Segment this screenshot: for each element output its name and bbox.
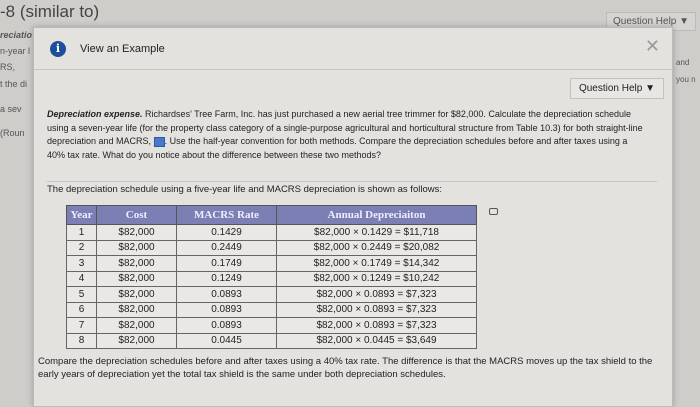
table-cell: $82,000 × 0.1249 = $10,242 <box>277 271 477 287</box>
question-text <box>47 108 647 162</box>
table-cell: $82,000 × 0.0893 = $7,323 <box>277 302 477 318</box>
background-title: -8 (similar to) <box>0 2 100 21</box>
table-grid-icon[interactable] <box>154 137 165 147</box>
table-cell: 0.1749 <box>177 256 277 272</box>
header-cost: Cost <box>97 206 177 225</box>
conclusion-text: Compare the depreciation schedules before and after taxes using a 40% tax rate. The difference is that the MACRS moves up the tax shield to the early years of depreciation yet the total tax shield is the same under both depreciation schedules. <box>38 356 653 380</box>
question-body: Richardses' Tree Farm, Inc. has just purchased a new aerial tree trimmer for $82,000. Calculate the depreciation schedule using a seven-year life (for the property class category of a single-purpose agricultural and horticultural structure from Table 10.3) for both straight-line depreciation and MACRS, <box>47 109 643 146</box>
header-rate: MACRS Rate <box>177 206 277 225</box>
example-modal <box>33 27 673 407</box>
bg-fragment: you n <box>676 75 696 84</box>
copy-icon[interactable] <box>489 208 498 215</box>
table-cell: 7 <box>67 318 97 334</box>
table-cell: $82,000 <box>97 271 177 287</box>
table-cell: 0.1429 <box>177 225 277 241</box>
table-cell: $82,000 × 0.1429 = $11,718 <box>277 225 477 241</box>
table-row <box>67 287 477 303</box>
table-cell: 4 <box>67 271 97 287</box>
table-cell: $82,000 <box>97 240 177 256</box>
table-row <box>67 240 477 256</box>
table-cell: $82,000 × 0.0445 = $3,649 <box>277 333 477 349</box>
table-cell: $82,000 <box>97 333 177 349</box>
table-cell: 6 <box>67 302 97 318</box>
table-row <box>67 302 477 318</box>
background-question-help-button[interactable]: Question Help ▼ <box>606 12 696 31</box>
bg-fragment: (Roun <box>0 128 25 138</box>
bg-fragment: a sev <box>0 104 22 114</box>
close-icon[interactable]: ✕ <box>644 36 660 56</box>
table-cell: 0.2449 <box>177 240 277 256</box>
table-row <box>67 333 477 349</box>
table-cell: 2 <box>67 240 97 256</box>
question-help-button[interactable]: Question Help ▼ <box>570 78 664 99</box>
bg-fragment: and <box>676 58 690 67</box>
table-cell: $82,000 × 0.1749 = $14,342 <box>277 256 477 272</box>
table-row <box>67 271 477 287</box>
modal-title: View an Example <box>80 42 165 55</box>
table-row <box>67 225 477 241</box>
modal-header <box>34 28 672 70</box>
table-cell: 0.0893 <box>177 318 277 334</box>
table-cell: 0.1249 <box>177 271 277 287</box>
table-cell: 8 <box>67 333 97 349</box>
bg-fragment: n-year l <box>0 46 31 56</box>
table-cell: 5 <box>67 287 97 303</box>
table-row <box>67 318 477 334</box>
table-cell: $82,000 × 0.2449 = $20,082 <box>277 240 477 256</box>
bg-fragment: t the di <box>0 79 28 89</box>
macrs-table <box>66 205 477 349</box>
table-cell: 0.0893 <box>177 302 277 318</box>
table-cell: $82,000 × 0.0893 = $7,323 <box>277 287 477 303</box>
table-cell: $82,000 <box>97 302 177 318</box>
schedule-intro: The depreciation schedule using a five-year life and MACRS depreciation is shown as follows: <box>47 181 657 195</box>
header-depreciation: Annual Depreciaiton <box>277 206 477 225</box>
header-year: Year <box>67 206 97 225</box>
info-icon: i <box>50 41 66 57</box>
table-cell: $82,000 <box>97 287 177 303</box>
table-cell: 1 <box>67 225 97 241</box>
question-heading: Depreciation expense. <box>47 109 143 119</box>
bg-fragment: RS, <box>0 62 16 72</box>
table-cell: 0.0893 <box>177 287 277 303</box>
table-cell: $82,000 <box>97 225 177 241</box>
table-cell: $82,000 <box>97 318 177 334</box>
table-cell: 3 <box>67 256 97 272</box>
table-cell: $82,000 × 0.0893 = $7,323 <box>277 318 477 334</box>
question-body-cont: . Use the half-year convention for both methods. Compare the depreciation schedules before and after taxes using a 40% tax rate. What do you notice about the difference between these two methods? <box>47 136 628 160</box>
table-row <box>67 256 477 272</box>
table-cell: 0.0445 <box>177 333 277 349</box>
table-cell: $82,000 <box>97 256 177 272</box>
bg-fragment: reciatio <box>0 30 33 40</box>
